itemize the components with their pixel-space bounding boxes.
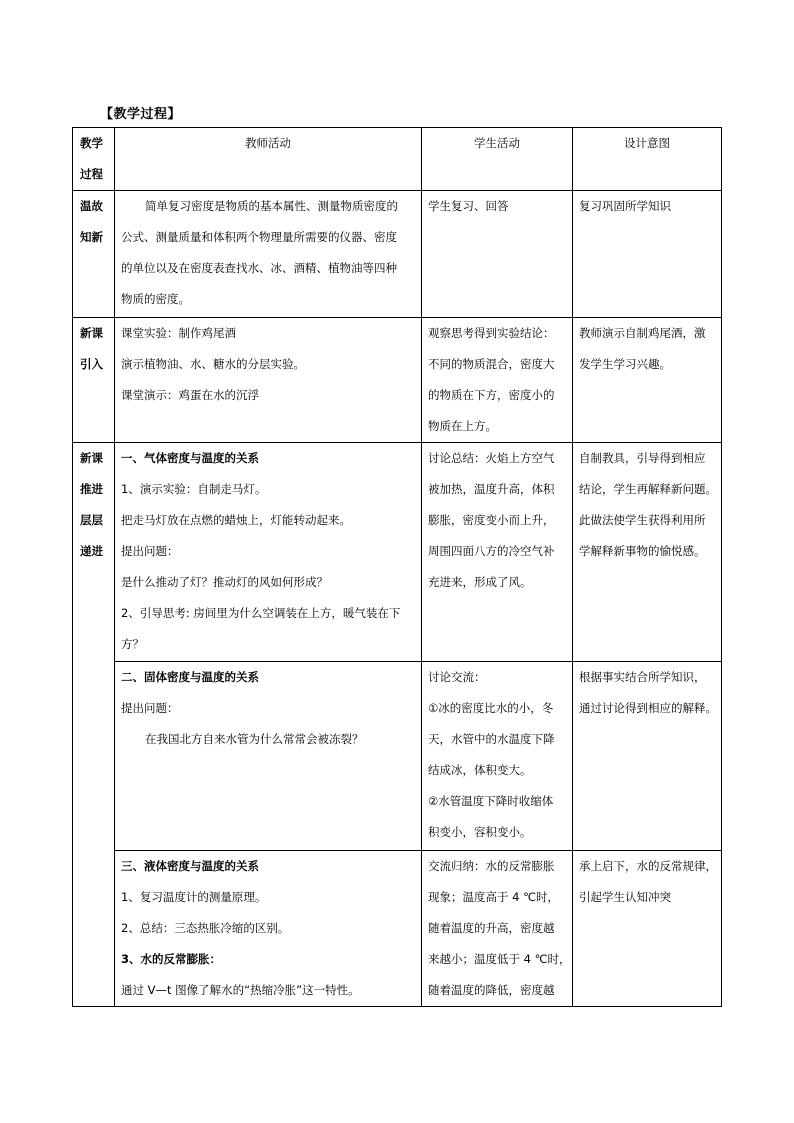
section-title: 【教学过程】 <box>100 107 182 122</box>
teacher-activity-cell <box>115 443 422 662</box>
teacher-line: 一、气体密度与温度的关系 <box>121 451 259 465</box>
student-line: ②水管温度下降时收缩体 <box>428 794 554 808</box>
header-teacher: 教师活动 <box>115 128 422 191</box>
header-student: 学生活动 <box>422 128 573 191</box>
header-stage: 教学 过程 <box>73 128 115 191</box>
student-line: 结成冰，体积变大。 <box>428 763 532 777</box>
table-row <box>73 443 722 662</box>
intent-line: 复习巩固所学知识 <box>579 199 671 213</box>
student-activity-cell <box>422 191 573 318</box>
teacher-activity-cell <box>115 851 422 1007</box>
student-line: 交流归纳：水的反常膨胀 <box>428 859 555 873</box>
table-row <box>73 851 722 1007</box>
student-line: 充进来，形成了风。 <box>428 575 532 589</box>
teacher-activity-cell <box>115 191 422 318</box>
teacher-line: 演示植物油、水、糖水的分层实验。 <box>121 357 305 371</box>
teacher-line: 二、固体密度与温度的关系 <box>121 670 259 684</box>
design-intent-cell <box>573 851 722 1007</box>
teacher-line: 通过 V—t 图像了解水的“热缩冷胀”这一特性。 <box>121 983 360 997</box>
teacher-line: 是什么推动了灯？推动灯的风如何形成？ <box>121 575 328 589</box>
intent-line: 学解释新事物的愉悦感。 <box>579 544 706 558</box>
teacher-line: 物质的密度。 <box>121 292 190 306</box>
intent-line: 承上启下，水的反常规律， <box>579 859 717 873</box>
design-intent-cell <box>573 318 722 443</box>
design-intent-cell <box>573 443 722 662</box>
intent-line: 通过讨论得到相应的解释。 <box>579 701 717 715</box>
teacher-line: 1、演示实验：自制走马灯。 <box>121 482 267 496</box>
student-line: 随着温度的降低，密度越 <box>428 983 555 997</box>
student-line: 现象；温度高于 4 ℃时， <box>428 890 560 904</box>
intent-line: 自制教具，引导得到相应 <box>579 451 706 465</box>
teacher-line: 2、引导思考: 房间里为什么空调装在上方，暖气装在下 <box>121 606 401 620</box>
student-line: 来越小；温度低于 4 ℃时， <box>428 952 571 966</box>
student-line: ①冰的密度比水的小，冬 <box>428 701 554 715</box>
student-activity-cell <box>422 318 573 443</box>
teacher-line: 公式、测量质量和体积两个物理量所需要的仪器、密度 <box>121 230 397 244</box>
student-line: 膨胀，密度变小而上升， <box>428 513 555 527</box>
teacher-activity-cell <box>115 318 422 443</box>
intent-line: 引起学生认知冲突 <box>579 890 671 904</box>
table-row <box>73 662 722 851</box>
student-activity-cell <box>422 443 573 662</box>
teacher-line: 三、液体密度与温度的关系 <box>121 859 259 873</box>
teacher-line: 把走马灯放在点燃的蜡烛上，灯能转动起来。 <box>121 513 351 527</box>
teacher-line: 提出问题： <box>121 544 179 558</box>
teacher-line: 课堂演示：鸡蛋在水的沉浮 <box>121 388 259 402</box>
student-line: 观察思考得到实验结论： <box>428 326 555 340</box>
design-intent-cell <box>573 191 722 318</box>
teacher-line: 1、复习温度计的测量原理。 <box>121 890 267 904</box>
teacher-activity-cell <box>115 662 422 851</box>
student-line: 讨论交流： <box>428 670 486 684</box>
table-header-row <box>73 128 722 191</box>
table-row <box>73 318 722 443</box>
table-row <box>73 191 722 318</box>
student-activity-cell <box>422 662 573 851</box>
teacher-line: 2、总结：三态热胀冷缩的区别。 <box>121 921 290 935</box>
teacher-line: 提出问题： <box>121 701 179 715</box>
teacher-line: 3、水的反常膨胀： <box>121 952 222 966</box>
teacher-line: 在我国北方自来水管为什么常常会被冻裂？ <box>145 732 364 746</box>
stage-cell: 新课 引入 <box>73 318 115 443</box>
teacher-line: 方？ <box>121 637 144 651</box>
intent-line: 教师演示自制鸡尾酒，激 <box>579 326 706 340</box>
student-line: 的物质在下方，密度小的 <box>428 388 555 402</box>
student-line: 不同的物质混合，密度大 <box>428 357 555 371</box>
teacher-line: 的单位以及在密度表查找水、冰、酒精、植物油等四种 <box>121 261 397 275</box>
intent-line: 此做法使学生获得利用所 <box>579 513 706 527</box>
student-line: 天，水管中的水温度下降 <box>428 732 555 746</box>
intent-line: 结论，学生再解释新问题。 <box>579 482 717 496</box>
stage-cell: 温故 知新 <box>73 191 115 318</box>
teaching-process-table <box>72 127 722 1007</box>
stage-cell: 新课 推进 层层 递进 <box>73 443 115 1007</box>
student-line: 积变小，容积变小。 <box>428 825 532 839</box>
student-line: 被加热，温度升高，体积 <box>428 482 555 496</box>
student-line: 周围四面八方的冷空气补 <box>428 544 555 558</box>
student-line: 学生复习、回答 <box>428 199 509 213</box>
teacher-line: 简单复习密度是物质的基本属性、测量物质密度的 <box>145 199 398 213</box>
intent-line: 根据事实结合所学知识， <box>579 670 706 684</box>
student-line: 讨论总结：火焰上方空气 <box>428 451 555 465</box>
design-intent-cell <box>573 662 722 851</box>
intent-line: 发学生学习兴趣。 <box>579 357 671 371</box>
teacher-line: 课堂实验：制作鸡尾酒 <box>121 326 236 340</box>
student-line: 随着温度的升高，密度越 <box>428 921 555 935</box>
student-line: 物质在上方。 <box>428 419 497 433</box>
student-activity-cell <box>422 851 573 1007</box>
header-intent: 设计意图 <box>573 128 722 191</box>
